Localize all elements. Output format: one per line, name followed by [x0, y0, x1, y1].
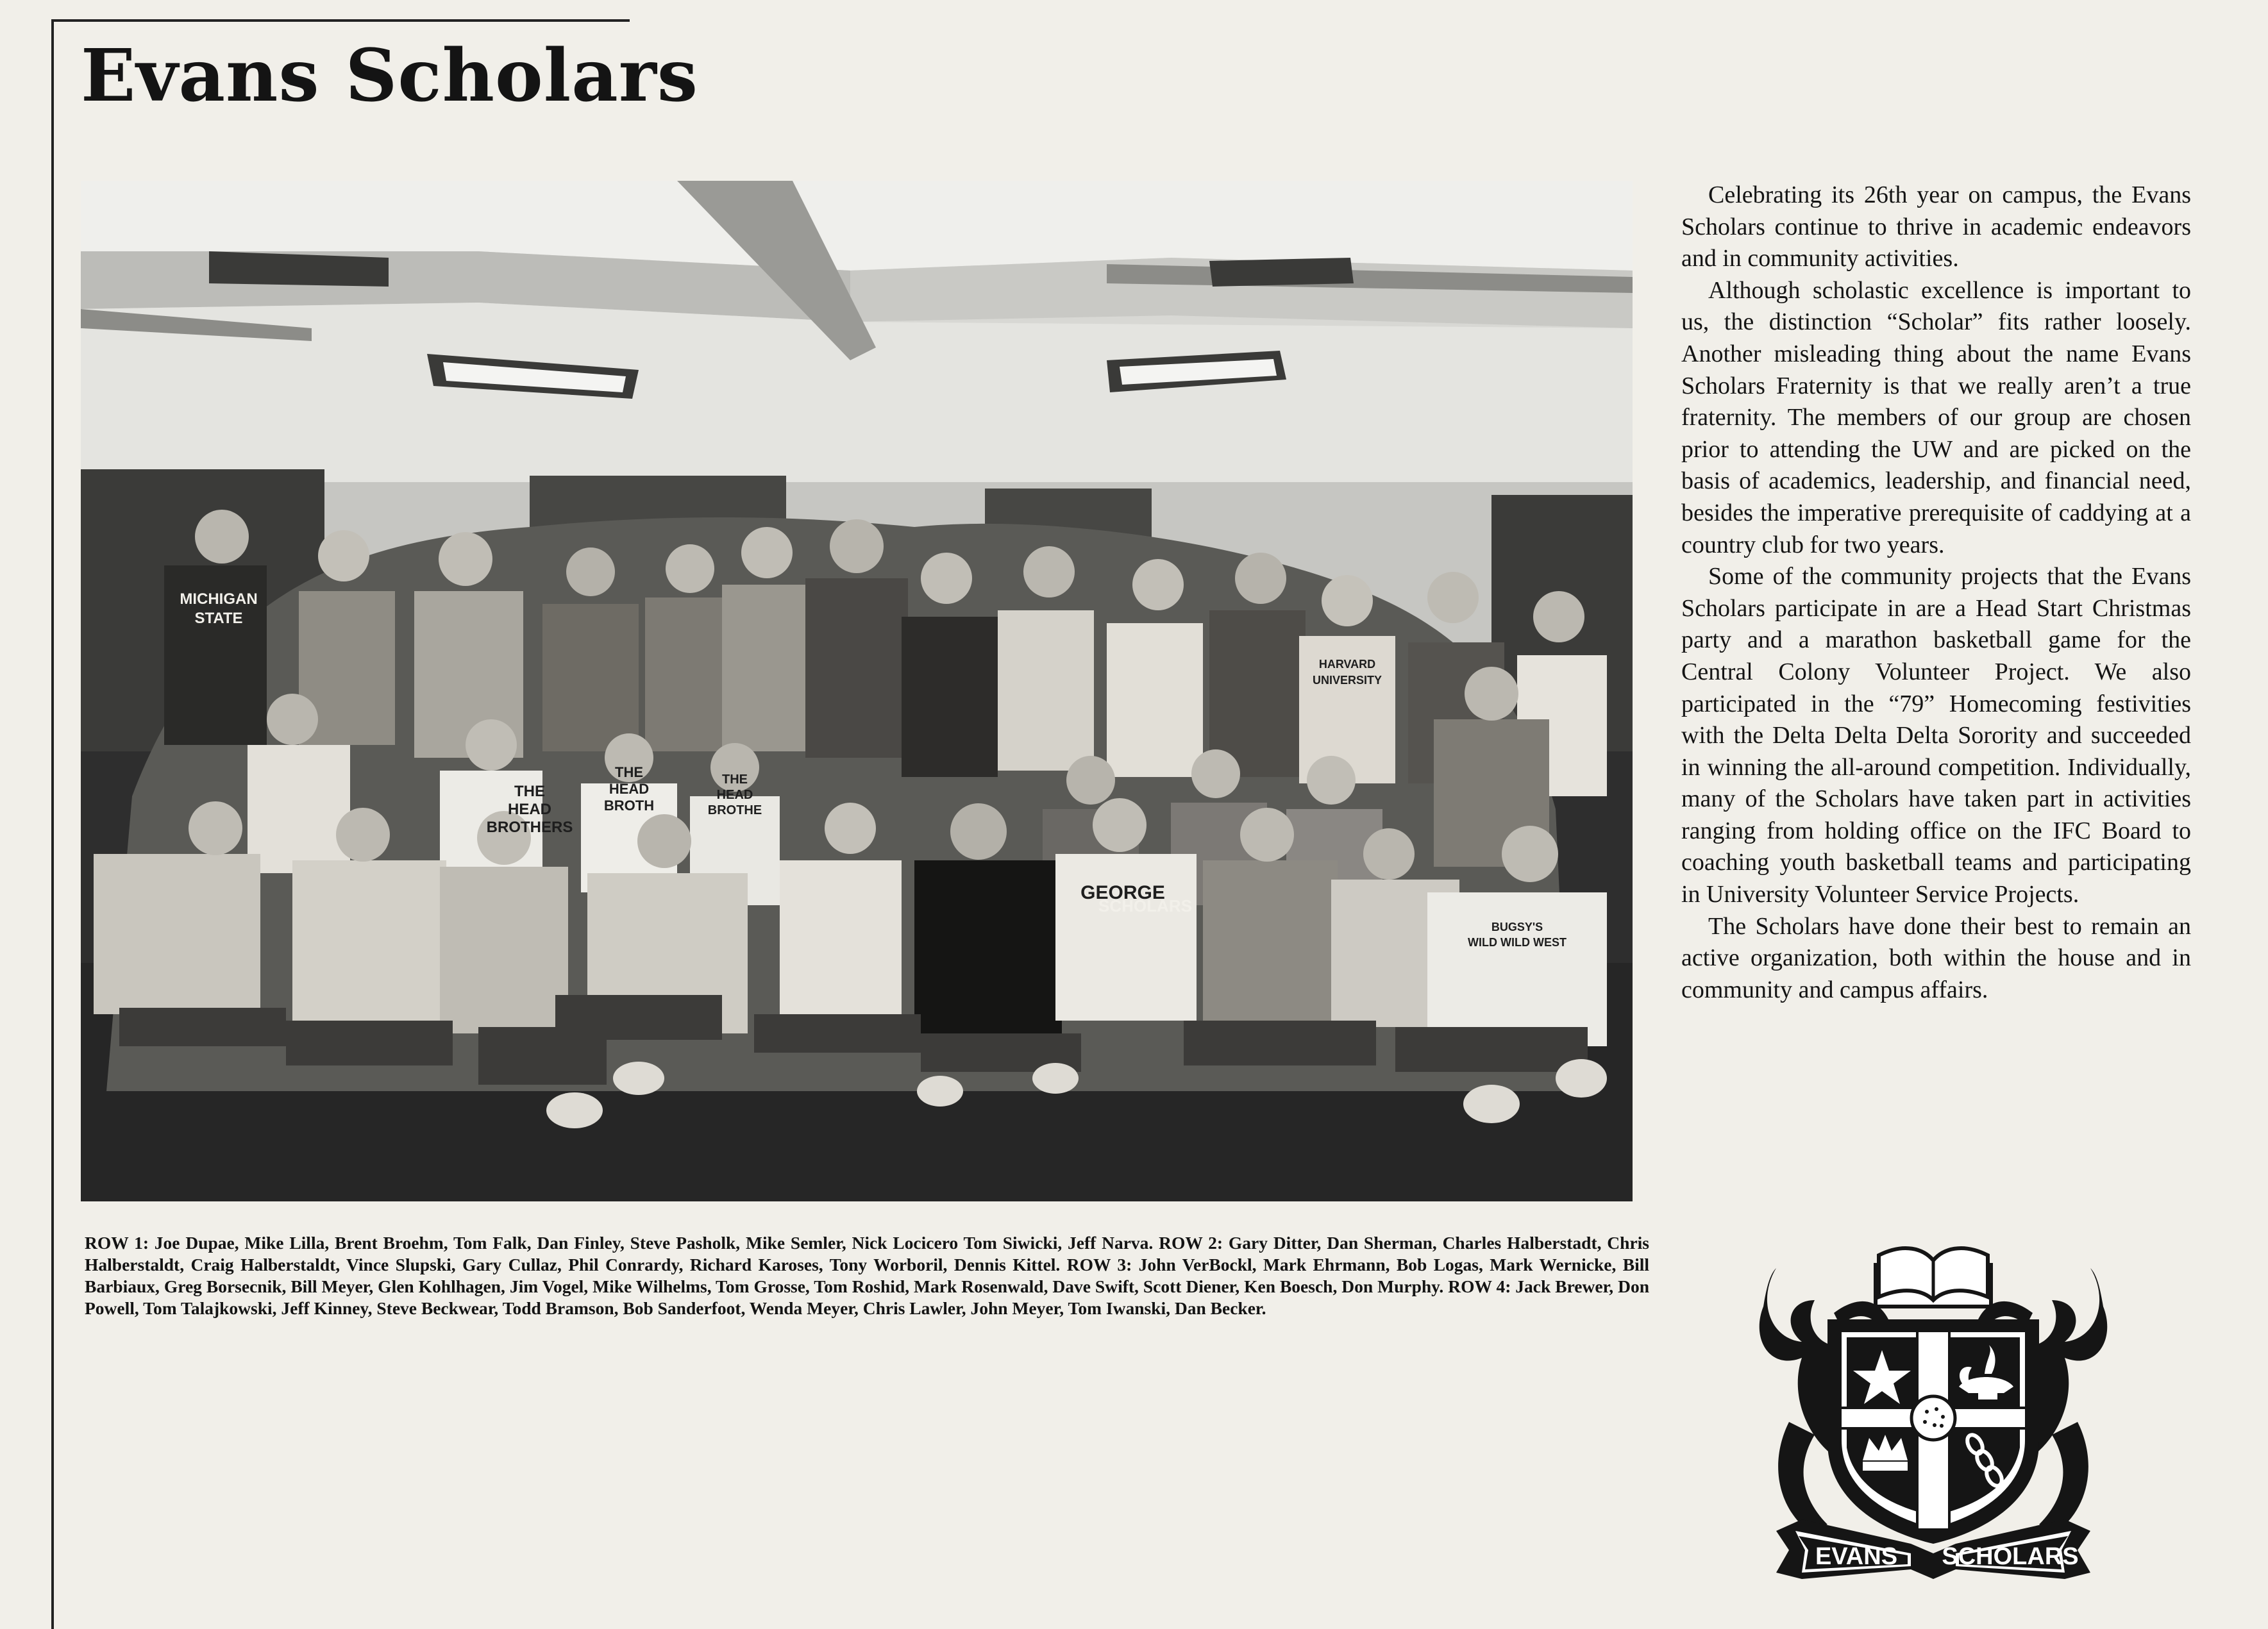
shirt-text-scholars: SCHOLARS	[1098, 896, 1192, 915]
photo-caption: ROW 1: Joe Dupae, Mike Lilla, Brent Broehm, Tom Falk, Dan Finley, Steve Pasholk, Mike Semler, Nick Locicero Tom Siwicki, Jeff Narva. ROW 2: Gary Ditter, Dan Sherman, Charles Halberstadt, Chris Halberstaldt, Craig Halberstaldt, Vince Slupski, Gary Cullaz, Phil Conrardy, Richard Karoses, Tony Worboril, Dennis Kittel. ROW 3: John VerBockl, Mark Ehrmann, Bob Logas, Mark Wernicke, Bill Barbiaux, Greg Borsecnik, Bill Meyer, Glen Kohlhagen, Jim Vogel, Mike Wilhelms, Tom Grosse, Tom Roshid, Mark Rosenwald, Dave Swift, Scott Diener, Ken Boesch, Don Murphy. ROW 4: Jack Brewer, Don Powell, Tom Talajkowski, Jeff Kinney, Steve Beckwear, Todd Bramson, Bob Sanderfoot, Wenda Meyer, Chris Lawler, John Meyer, Tom Iwanski, Dan Becker.	[85, 1233, 1649, 1318]
article-body	[1681, 180, 2191, 1006]
shirt-text-georgetown: GEORGE	[1080, 882, 1165, 903]
article-paragraph: Celebrating its 26th year on campus, the Evans Scholars continue to thrive in academic endeavors and in community activities.	[1681, 181, 2191, 272]
shirt-text-head-brothers-3b: HEAD	[716, 788, 753, 802]
shirt-text-harvard-1: HARVARD	[1318, 658, 1376, 671]
shirt-text-head-brothers-1b: HEAD	[507, 801, 552, 818]
article-paragraph: Some of the community projects that the Evans Scholars participate in are a Head Start Christmas party and a marathon basketball game for the Central Colony Volunteer Project. We also participated in the “79” Homecoming festivities with the Delta Delta Delta Sorority and succeeded in winning the all-around competition. Individually, many of the Scholars have taken part in activities ranging from holding office on the IFC Board to coaching youth basketball teams and participating in University Volunteer Service Projects.	[1681, 563, 2191, 908]
shirt-text-head-brothers-3a: THE	[722, 773, 748, 787]
book-icon	[1876, 1248, 1991, 1307]
top-rule	[51, 19, 630, 22]
left-rule	[51, 19, 54, 1629]
shirt-text-head-brothers-3c: BROTHE	[707, 803, 762, 817]
shirt-text-michigan-1: MICHIGAN	[180, 590, 258, 608]
crown-icon	[1863, 1435, 1908, 1471]
group-photo	[81, 181, 1633, 1201]
shirt-text-head-brothers-1a: THE	[514, 783, 545, 800]
shirt-text-head-brothers-2c: BROTH	[603, 798, 655, 814]
shirt-text-michigan-2: STATE	[194, 610, 243, 627]
page-title: Evans Scholars	[81, 34, 698, 118]
shirt-text-head-brothers-1c: BROTHERS	[486, 819, 573, 836]
shirt-text-bugsy-2: WILD WILD WEST	[1468, 936, 1567, 949]
crest-banner-left-text: EVANS	[1815, 1543, 1898, 1570]
article-paragraph: The Scholars have done their best to remain an active organization, both within the house and in community and campus affairs.	[1681, 912, 2191, 1003]
crest-banner-right-text: SCHOLARS	[1942, 1543, 2079, 1570]
article-paragraph: Although scholastic excellence is important to us, the distinction “Scholar” fits rather loosely. Another misleading thing about the name Evans Scholars Fraternity is that we really aren’t a true fraternity. The members of our group are chosen prior to attending the UW and are picked on the basis of academics, leadership, and financial need, besides the imperative prerequisite of caddying at a country club for two years.	[1681, 276, 2191, 558]
shirt-text-head-brothers-2a: THE	[615, 764, 643, 780]
shirt-text-harvard-2: UNIVERSITY	[1312, 674, 1382, 687]
shield-icon	[1827, 1319, 2039, 1544]
shirt-text-bugsy-1: BUGSY'S	[1491, 921, 1543, 933]
evans-scholars-crest	[1751, 1230, 2116, 1594]
shirt-text-head-brothers-2b: HEAD	[609, 781, 650, 797]
